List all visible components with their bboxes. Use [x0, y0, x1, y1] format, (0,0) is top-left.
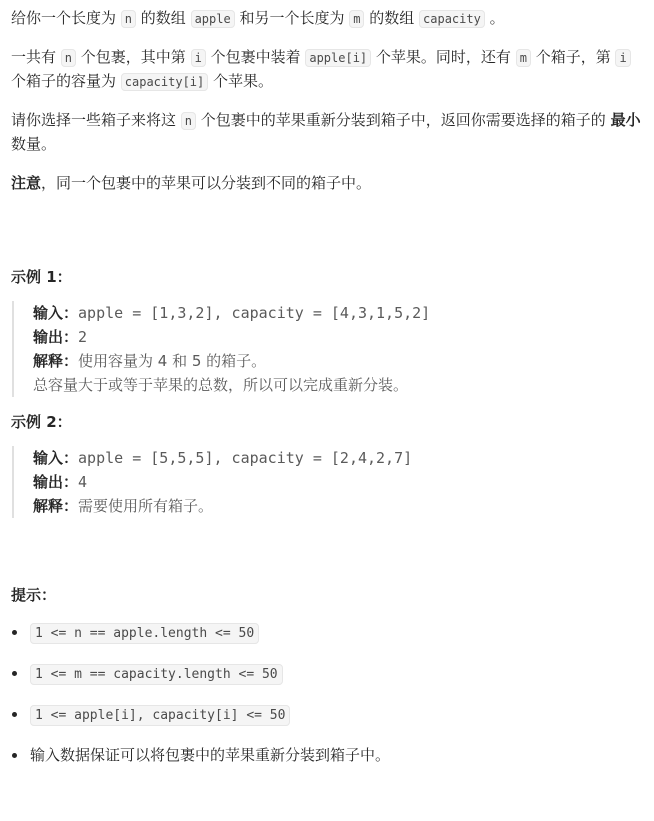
constraint-code: 1 <= apple[i], capacity[i] <= 50	[30, 705, 290, 726]
text: 请你选择一些箱子来将这	[11, 111, 181, 129]
text: 个箱子，第	[530, 48, 616, 66]
bold-text: 最小	[610, 111, 641, 129]
input-label: 输入：	[33, 304, 79, 322]
input-value: apple = [1,3,2], capacity = [4,3,1,5,2]	[78, 304, 431, 322]
text: 的数组	[136, 9, 191, 27]
inline-code: n	[61, 49, 76, 67]
text: 给你一个长度为	[11, 9, 121, 27]
text: 数量。	[11, 135, 57, 153]
example-1-title: 示例 1：	[11, 268, 72, 286]
example-2-block	[12, 446, 644, 518]
inline-code: n	[121, 10, 136, 28]
list-item	[11, 619, 644, 647]
output-label: 输出：	[33, 473, 79, 491]
inline-code: n	[181, 112, 196, 130]
inline-code: capacity	[419, 10, 485, 28]
explanation-text-2: 总容量大于或等于苹果的总数，所以可以完成重新分装。	[33, 376, 409, 394]
paragraph-task	[11, 108, 644, 156]
example-2-title: 示例 2：	[11, 413, 72, 431]
text: 和另一个长度为	[234, 9, 350, 27]
output-label: 输出：	[33, 328, 79, 346]
inline-code: capacity[i]	[121, 73, 208, 91]
inline-code: m	[349, 10, 364, 28]
explanation-text: 使用容量为 4 和 5 的箱子。	[78, 352, 267, 370]
explanation-label: 解释：	[33, 352, 79, 370]
list-item	[11, 701, 644, 729]
text: 个箱子的容量为	[11, 72, 121, 90]
list-item	[11, 660, 644, 688]
example-1-output	[33, 325, 644, 349]
example-1-explanation	[33, 349, 644, 373]
inline-code: i	[191, 49, 206, 67]
text: 个包裹中装着	[205, 48, 306, 66]
input-value: apple = [5,5,5], capacity = [2,4,2,7]	[78, 449, 413, 467]
constraints-list	[11, 619, 644, 768]
explanation-label: 解释：	[33, 497, 79, 515]
input-label: 输入：	[33, 449, 79, 467]
inline-code: apple[i]	[305, 49, 371, 67]
constraint-code: 1 <= n == apple.length <= 50	[30, 623, 259, 644]
tips-title: 提示：	[11, 586, 57, 604]
text: 个苹果。同时，还有	[371, 48, 516, 66]
constraint-code: 1 <= m == capacity.length <= 50	[30, 664, 283, 685]
inline-code: apple	[191, 10, 235, 28]
text: 个包裹中的苹果重新分装到箱子中，返回你需要选择的箱子的	[196, 111, 611, 129]
text: 个包裹，其中第	[76, 48, 191, 66]
example-2-input	[33, 446, 644, 470]
text: 一共有	[11, 48, 61, 66]
explanation-text: 需要使用所有箱子。	[78, 497, 214, 515]
paragraph-packages	[11, 45, 644, 93]
paragraph-intro	[11, 6, 644, 30]
text: ，同一个包裹中的苹果可以分装到不同的箱子中。	[41, 174, 372, 192]
paragraph-note	[11, 171, 644, 195]
output-value: 2	[78, 328, 88, 346]
example-2-output	[33, 470, 644, 494]
bold-text: 注意	[11, 174, 42, 192]
inline-code: m	[516, 49, 531, 67]
example-2-explanation	[33, 494, 644, 518]
text: 个苹果。	[208, 72, 274, 90]
inline-code: i	[615, 49, 630, 67]
text: 的数组	[364, 9, 420, 27]
example-1-block	[12, 301, 644, 397]
list-item: 输入数据保证可以将包裹中的苹果重新分装到箱子中。	[11, 742, 644, 768]
text: 。	[484, 9, 505, 27]
output-value: 4	[78, 473, 88, 491]
example-1-input	[33, 301, 644, 325]
